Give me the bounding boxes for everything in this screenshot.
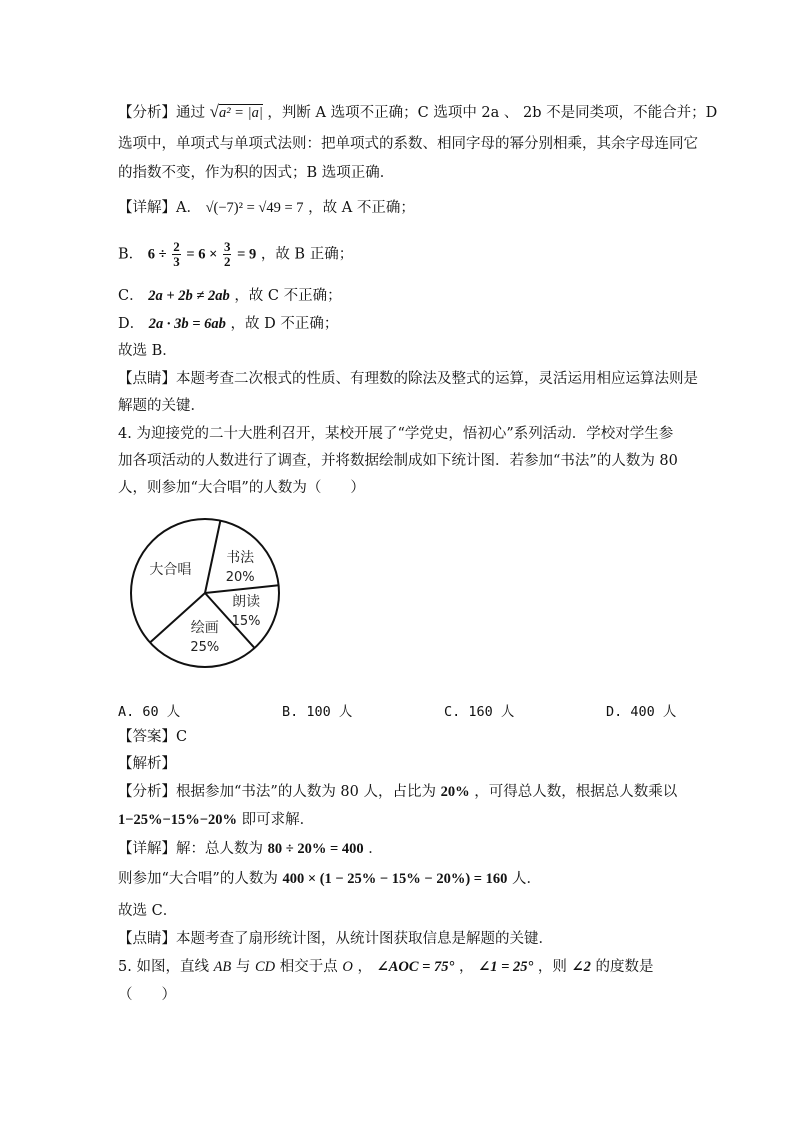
line-label: AB	[213, 959, 232, 975]
q3-detail-a	[118, 198, 415, 218]
text: C．	[118, 288, 144, 304]
option-c: C. 160 人	[444, 704, 515, 720]
text: ，则	[537, 959, 567, 975]
text: ，故 D 不正确；	[230, 316, 339, 332]
text: 的度数是	[595, 959, 654, 975]
text: 相交于点	[279, 959, 338, 975]
text: ，	[357, 959, 372, 975]
text: D．	[118, 316, 145, 332]
text: 人．	[512, 871, 542, 887]
pie-slice-label: 大合唱	[149, 562, 192, 578]
math-expression: 2a · 3b = 6ab	[148, 316, 226, 332]
option-b: B. 100 人	[282, 704, 353, 720]
q3-detail-c	[118, 286, 342, 306]
math-expression: = 6 ×	[186, 246, 218, 263]
q3-choose: 故选 B．	[118, 343, 177, 359]
q3-detail-d	[118, 314, 338, 334]
text: ，故 B 正确；	[260, 246, 354, 263]
text: 则参加“大合唱”的人数为	[118, 871, 278, 887]
option-a: A. 60 人	[118, 704, 181, 720]
text: ，可得总人数，根据总人数乘以	[474, 784, 678, 800]
text: 【分析】根据参加“书法”的人数为 80 人，占比为	[118, 784, 436, 800]
denominator: 3	[173, 254, 180, 269]
pie-chart	[125, 513, 285, 673]
q3-detail-b	[118, 240, 353, 269]
pie-slice-label: 书法	[226, 549, 255, 566]
line-label: CD	[255, 959, 276, 975]
numerator: 2	[173, 239, 180, 254]
text: 【详解】解：总人数为	[118, 841, 263, 857]
text: 即可求解．	[241, 812, 315, 828]
text: 与	[235, 959, 251, 975]
text: ，故 C 不正确；	[234, 288, 342, 304]
math-expression: 80 ÷ 20% = 400	[267, 841, 364, 857]
q4-detail-line-2	[118, 869, 541, 889]
math-expression: ∠1 = 25°	[478, 959, 534, 975]
text: 【详解】A．	[118, 200, 201, 216]
numerator: 3	[223, 239, 231, 254]
q4-stem-line-2: 加各项活动的人数进行了调查，并将数据绘制成如下统计图．若参加“书法”的人数为 80	[118, 453, 678, 469]
pie-slice-label: 绘画	[190, 619, 219, 636]
pie-slice-value-label: 25%	[190, 639, 220, 655]
text: ，判断 A 选项不正确；C 选项中 2a 、 2b 不是同类项，不能合并；D	[267, 105, 718, 121]
q3-analysis-line-1	[118, 102, 717, 123]
fraction	[172, 240, 181, 269]
point-label: O	[342, 959, 353, 975]
text: ，	[458, 959, 474, 975]
q5-stem-line-2: （ ）	[118, 987, 176, 1003]
pie-slice-label: 朗读	[232, 593, 261, 610]
q4-stem-line-3: 人，则参加“大合唱”的人数为（ ）	[118, 480, 365, 496]
q3-analysis-line-2: 选项中，单项式与单项式法则：把单项式的系数、相同字母的幂分别相乘，其余字母连同它	[118, 136, 698, 152]
math-expression: 20%	[440, 784, 470, 800]
text: ．	[368, 841, 383, 857]
q3-comment-line-1: 【点睛】本题考查二次根式的性质、有理数的除法及整式的运算，灵活运用相应运算法则是	[118, 371, 698, 387]
sqrt-expression-text: a² = |a|	[218, 105, 263, 121]
math-expression: = 9	[237, 246, 257, 263]
sqrt-expression: √a² = |a|	[209, 102, 263, 121]
math-expression: 400 × (1 − 25% − 15% − 20%) = 160	[282, 871, 508, 887]
pie-slice-value-label: 20%	[225, 569, 255, 585]
math-expression: √(−7)² = √49 = 7	[205, 200, 304, 216]
fraction	[223, 240, 232, 269]
pie-slice-value-label: 15%	[231, 613, 261, 629]
math-expression: ∠2	[571, 959, 591, 975]
q4-comment: 【点睛】本题考查了扇形统计图，从统计图获取信息是解题的关键．	[118, 931, 553, 947]
option-d: D. 400 人	[606, 704, 677, 720]
q4-stem-line-1: 4. 为迎接党的二十大胜利召开，某校开展了“学党史，悟初心”系列活动．学校对学生参	[118, 426, 674, 442]
text: B．	[118, 246, 144, 263]
q4-analysis-heading: 【解析】	[118, 756, 176, 772]
q3-comment-line-2: 解题的关键．	[118, 398, 205, 414]
math-expression: 2a + 2b ≠ 2ab	[148, 288, 230, 304]
q4-answer: 【答案】C	[118, 729, 188, 745]
text: 【分析】通过	[118, 105, 205, 121]
math-expression: ∠AOC = 75°	[376, 959, 455, 975]
math-expression: 1−25%−15%−20%	[118, 812, 238, 828]
q4-choose: 故选 C．	[118, 903, 178, 919]
text: 5. 如图，直线	[118, 959, 209, 975]
denominator: 2	[223, 254, 231, 269]
text: ，故 A 不正确；	[308, 200, 415, 216]
q3-analysis-line-3: 的指数不变，作为积的因式；B 选项正确．	[118, 165, 395, 181]
q4-analysis-line-2	[118, 810, 314, 830]
math-expression: 6 ÷	[147, 246, 167, 263]
q4-analysis-line-1	[118, 782, 677, 802]
q4-detail-line-1	[118, 839, 383, 859]
q5-stem-line-1	[118, 957, 654, 977]
